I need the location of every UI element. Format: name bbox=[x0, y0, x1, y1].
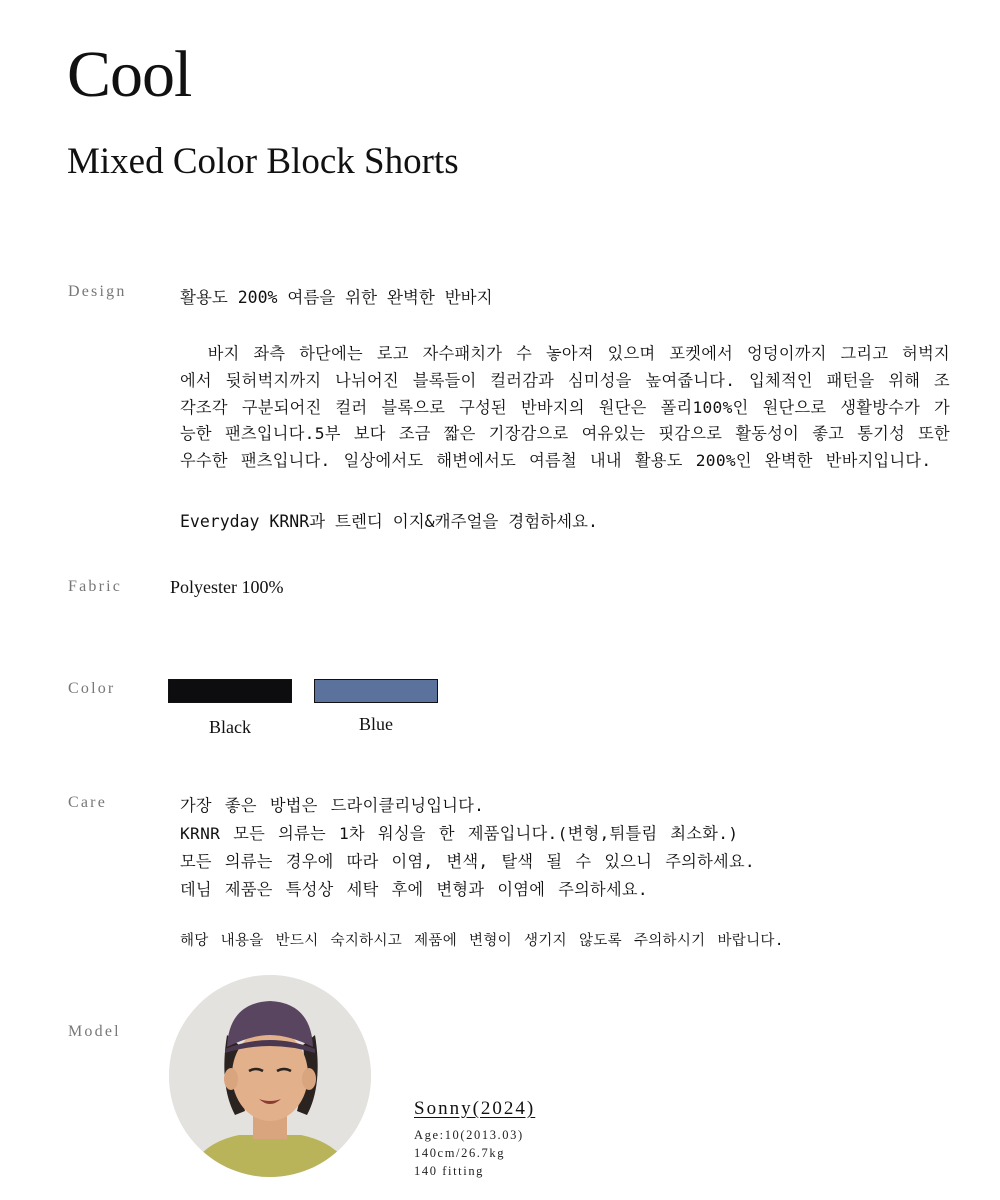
design-label: Design bbox=[68, 283, 127, 300]
care-line: 모든 의류는 경우에 따라 이염, 변색, 탈색 될 수 있으니 주의하세요. bbox=[180, 852, 755, 871]
brand-title: Cool bbox=[67, 38, 192, 111]
model-label: Model bbox=[68, 1023, 121, 1040]
model-fitting: 140 fitting bbox=[414, 1164, 485, 1178]
model-name: Sonny(2024) bbox=[414, 1098, 536, 1119]
care-line: 가장 좋은 방법은 드라이클리닝입니다. bbox=[180, 796, 485, 815]
model-photo bbox=[169, 975, 371, 1177]
model-age: Age:10(2013.03) bbox=[414, 1128, 524, 1142]
color-name-black: Black bbox=[209, 717, 251, 737]
product-title: Mixed Color Block Shorts bbox=[67, 141, 459, 182]
fabric-value: Polyester 100% bbox=[170, 577, 284, 597]
color-swatch-black[interactable] bbox=[168, 679, 292, 703]
care-instructions bbox=[180, 792, 755, 904]
design-description: 바지 좌측 하단에는 로고 자수패치가 수 놓아져 있으며 포켓에서 엉덩이까지 그리고 허벅지에서 뒷허벅지까지 나뉘어진 블록들이 컬러감과 심미성을 높여줍니다. 입체적인 패턴을 위해 조각조각 구분되어진 컬러 블록으로 구성된 반바지의 원단은 폴리100%인 원단으로 생활방수가 가능한 팬츠입니다.5부 보다 조금 짧은 기장감으로 여유있는 핏감으로 활동성이 좋고 통기성 또한 우수한 팬츠입니다. 일상에서도 해변에서도 여름철 내내 활용도 200%인 완벽한 반바지입니다. bbox=[180, 344, 964, 471]
design-headline: 활용도 200% 여름을 위한 완벽한 반바지 bbox=[180, 288, 493, 307]
care-label: Care bbox=[68, 794, 108, 811]
color-swatch-blue[interactable] bbox=[314, 679, 438, 703]
model-size: 140cm/26.7kg bbox=[414, 1146, 506, 1160]
color-name-blue: Blue bbox=[359, 714, 393, 734]
care-line: 데님 제품은 특성상 세탁 후에 변형과 이염에 주의하세요. bbox=[180, 880, 648, 899]
fabric-label: Fabric bbox=[68, 578, 123, 595]
care-note: 해당 내용을 반드시 숙지하시고 제품에 변형이 생기지 않도록 주의하시기 바랍니다. bbox=[180, 933, 784, 949]
care-line: KRNR 모든 의류는 1차 워싱을 한 제품입니다.(변형,튀틀림 최소화.) bbox=[180, 824, 739, 843]
design-tagline: Everyday KRNR과 트렌디 이지&캐주얼을 경험하세요. bbox=[180, 512, 598, 531]
color-label: Color bbox=[68, 680, 116, 697]
